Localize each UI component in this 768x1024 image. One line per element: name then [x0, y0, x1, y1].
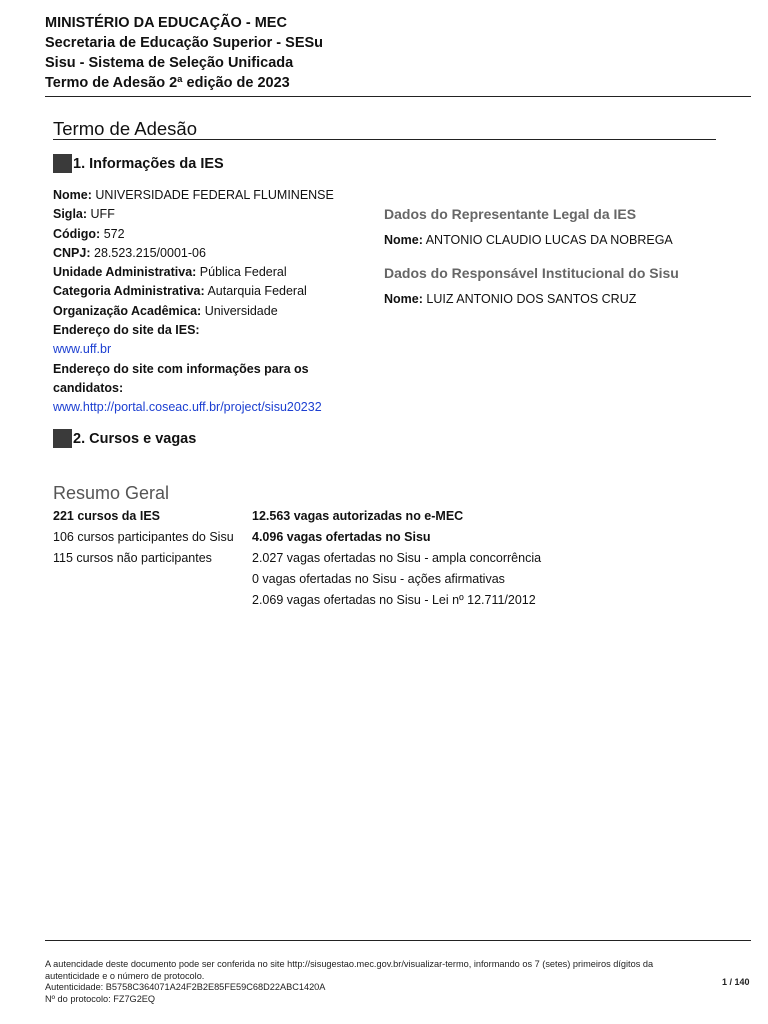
section-title: 1. Informações da IES [73, 155, 224, 172]
field-site-label: Endereço do site da IES: [53, 323, 200, 338]
representante-block [384, 205, 673, 249]
vagas-ofertadas: 4.096 vagas ofertadas no Sisu [252, 530, 431, 544]
responsavel-nome: Nome: LUIZ ANTONIO DOS SANTOS CRUZ [384, 292, 637, 306]
footer-divider [45, 940, 751, 941]
field-organizacao: Organização Acadêmica: Universidade [53, 303, 278, 318]
header-ministry: MINISTÉRIO DA EDUCAÇÃO - MEC [45, 15, 287, 31]
resumo-cursos [53, 506, 234, 569]
field-codigo: Código: 572 [53, 226, 125, 241]
section-heading-ies [53, 154, 224, 173]
document-header [45, 13, 323, 93]
section-title: 2. Cursos e vagas [73, 430, 197, 447]
cursos-total: 221 cursos da IES [53, 509, 161, 523]
section-square-icon [53, 429, 72, 448]
resumo-vagas [252, 506, 541, 611]
header-system: Sisu - Sistema de Seleção Unificada [45, 55, 294, 71]
footer-authenticity-code: Autenticidade: B5758C364071A24F2B2E85FE59C68D22ABC1420A [45, 982, 326, 993]
section-heading-cursos [53, 429, 196, 448]
field-site-candidatos-label: Endereço do site com informações para os candidatos: [53, 361, 309, 395]
page-title: Termo de Adesão [53, 118, 197, 139]
section-square-icon [53, 154, 72, 173]
footer-authenticity-note: A autencidade deste documento pode ser conferida no site http://sisugestao.mec.gov.br/visualizar-termo, informando os 7 (setes) primeiros dígitos da autenticidade e o número de protocolo. [45, 959, 654, 981]
header-divider [45, 96, 751, 97]
vagas-afirmativas: 0 vagas ofertadas no Sisu - ações afirmativas [252, 572, 505, 586]
field-sigla: Sigla: UFF [53, 207, 115, 222]
responsavel-title: Dados do Responsável Institucional do Sisu [384, 265, 679, 281]
cursos-participantes: 106 cursos participantes do Sisu [53, 530, 234, 544]
header-secretariat: Secretaria de Educação Superior - SESu [45, 35, 324, 51]
field-nome: Nome: UNIVERSIDADE FEDERAL FLUMINENSE [53, 188, 334, 202]
responsavel-block [384, 264, 679, 308]
title-underline [53, 139, 716, 140]
header-edition: Termo de Adesão 2ª edição de 2023 [45, 75, 290, 91]
field-unidade: Unidade Administrativa: Pública Federal [53, 265, 287, 280]
site-link[interactable]: www.uff.br [53, 342, 112, 357]
vagas-autorizadas: 12.563 vagas autorizadas no e-MEC [252, 509, 464, 523]
cursos-nao-participantes: 115 cursos não participantes [53, 551, 212, 565]
ies-info-block [53, 186, 373, 418]
vagas-lei: 2.069 vagas ofertadas no Sisu - Lei nº 12.711/2012 [252, 593, 536, 607]
site-candidatos-link[interactable]: www.http://portal.coseac.uff.br/project/sisu20232 [53, 400, 322, 415]
resumo-title: Resumo Geral [53, 483, 170, 503]
vagas-ampla: 2.027 vagas ofertadas no Sisu - ampla concorrência [252, 551, 542, 565]
footer-protocol: Nº do protocolo: FZ7G2EQ [45, 994, 156, 1005]
page-number: 1 / 140 [722, 977, 750, 987]
field-categoria: Categoria Administrativa: Autarquia Federal [53, 284, 307, 299]
representante-title: Dados do Representante Legal da IES [384, 206, 637, 222]
representante-nome: Nome: ANTONIO CLAUDIO LUCAS DA NOBREGA [384, 233, 673, 247]
field-cnpj: CNPJ: 28.523.215/0001-06 [53, 245, 206, 260]
footer [45, 959, 705, 1006]
